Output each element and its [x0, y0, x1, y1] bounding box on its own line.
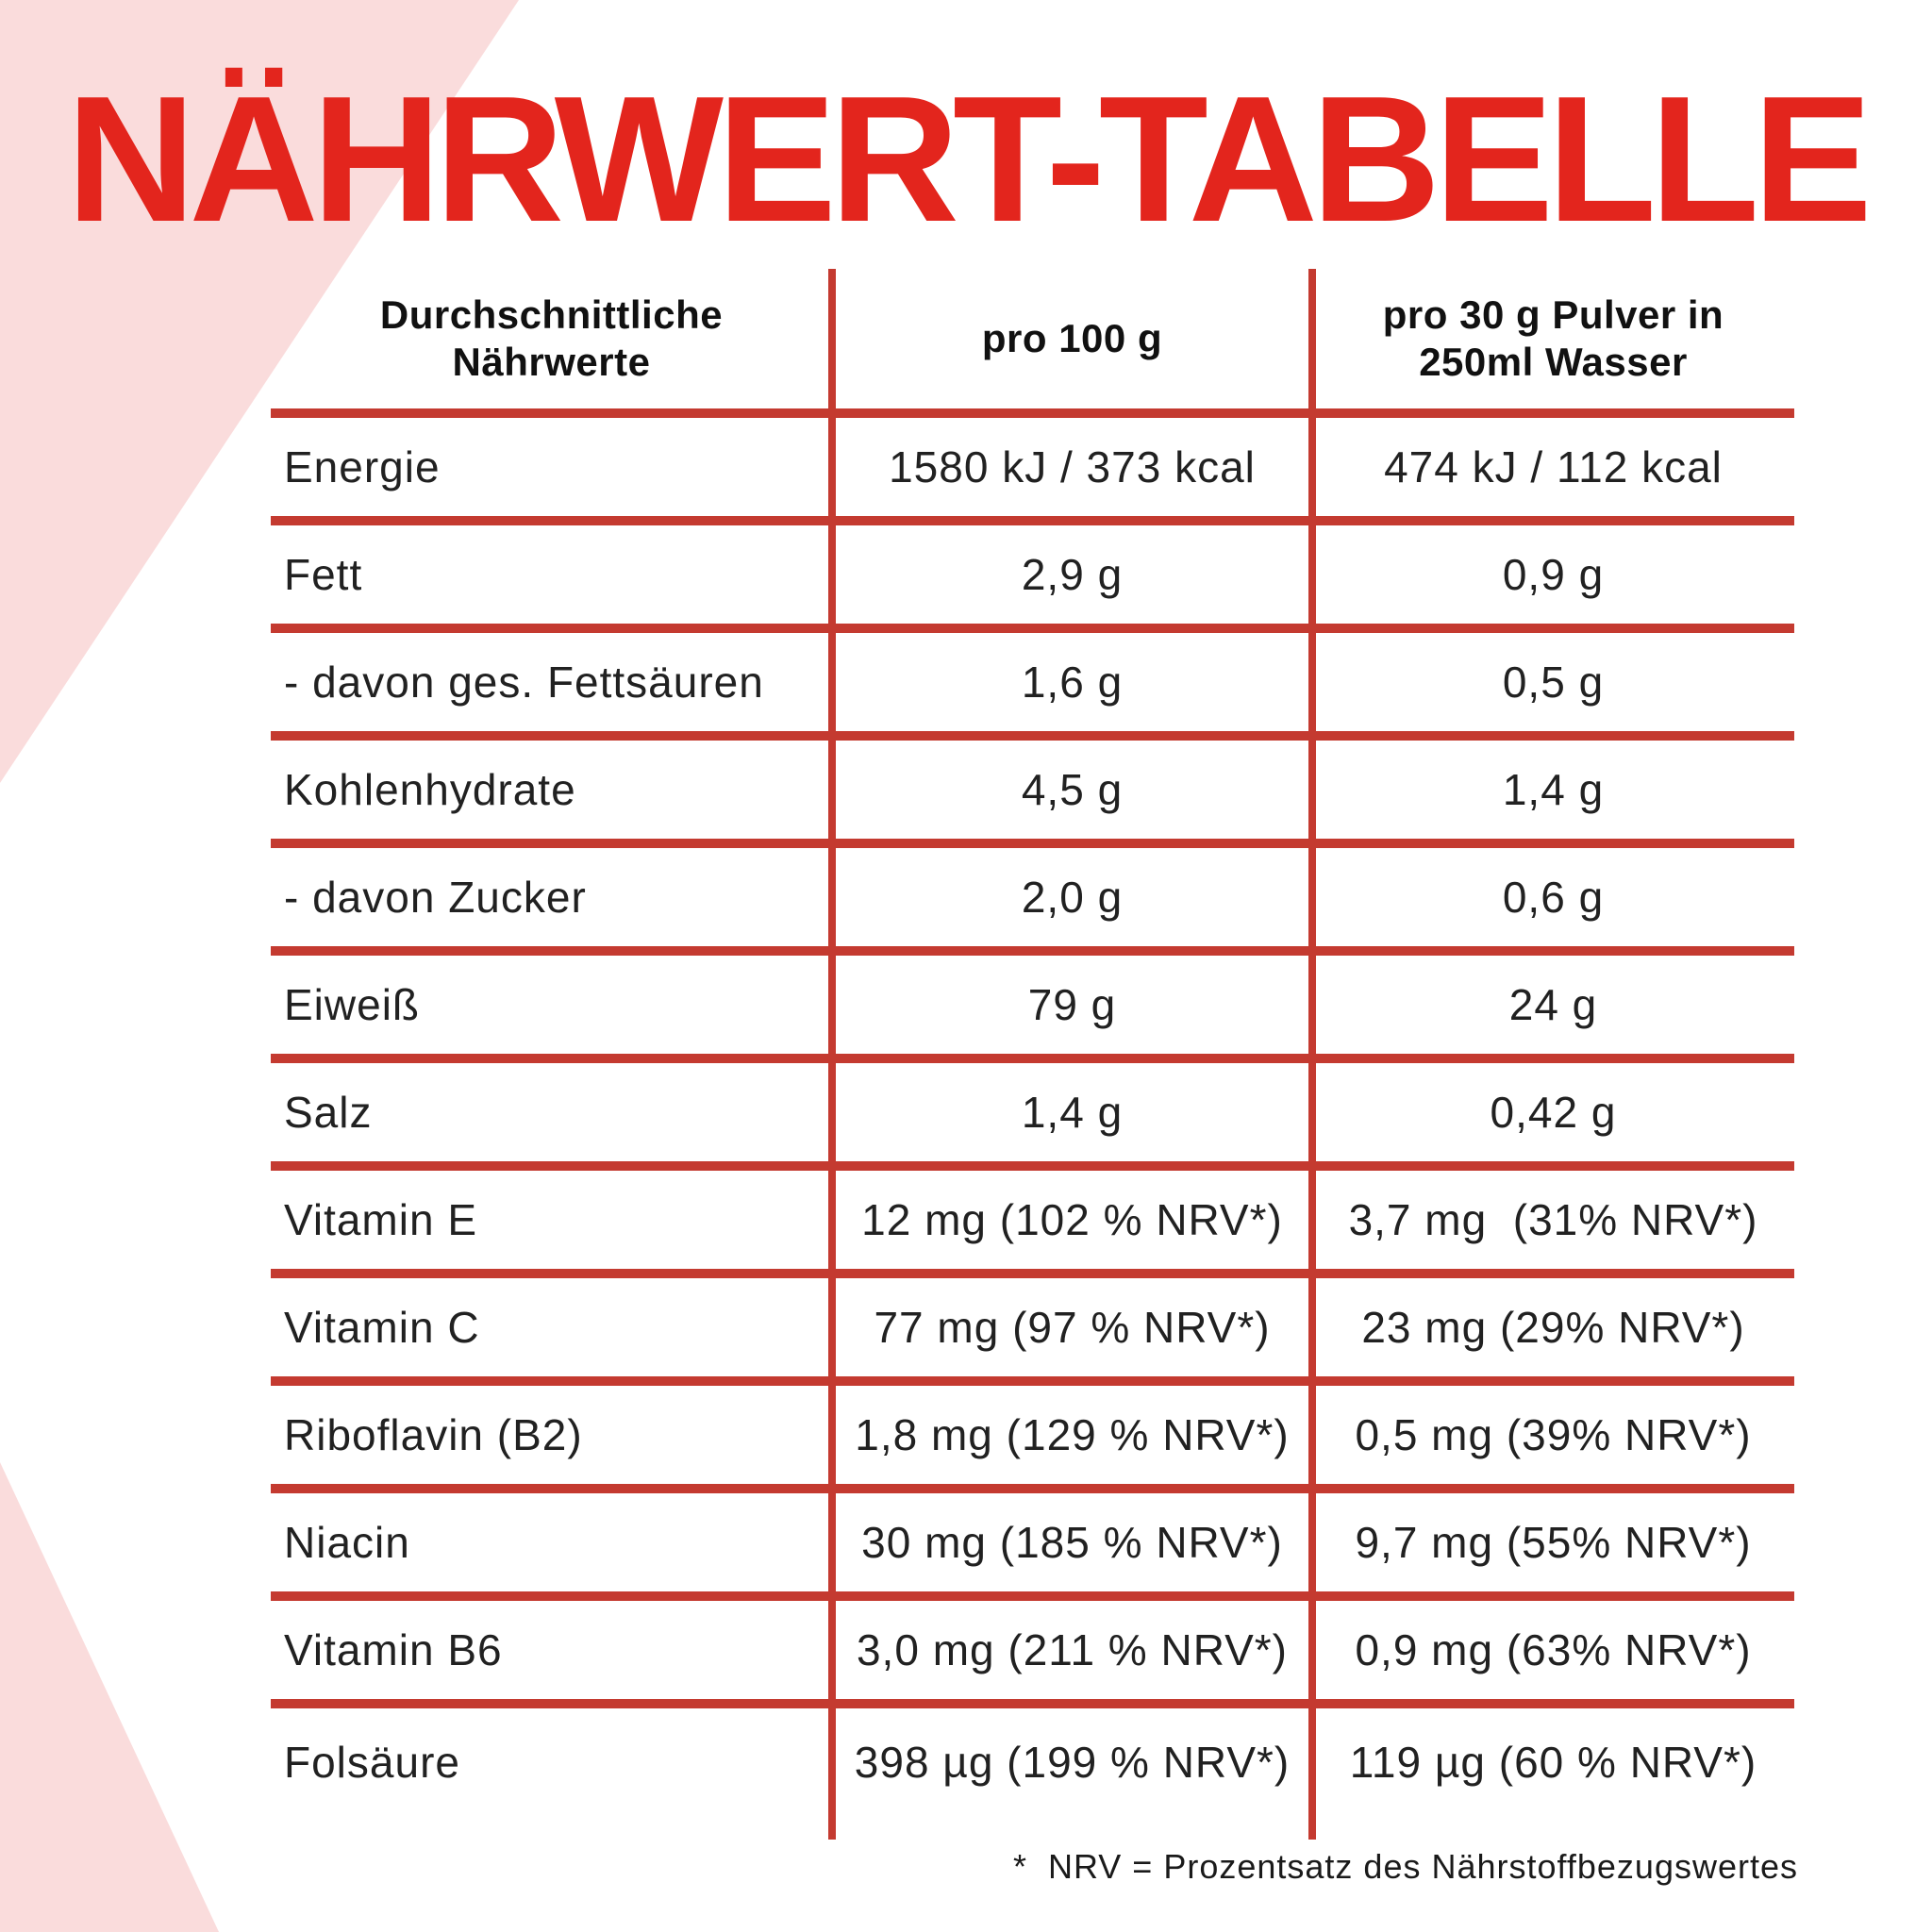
- table-row: [271, 741, 1794, 848]
- table-row: [271, 1386, 1794, 1493]
- row-value-per-serving: 0,5 g: [1502, 658, 1605, 707]
- table-header-row: [271, 269, 1794, 418]
- row-value-per-100g: 77 mg (97 % NRV*): [874, 1303, 1271, 1352]
- table-row: [271, 956, 1794, 1063]
- row-value-per-serving: 3,7 mg (31% NRV*): [1348, 1195, 1758, 1244]
- table-row: [271, 633, 1794, 741]
- table-row: [271, 525, 1794, 633]
- row-value-per-100g: 1,8 mg (129 % NRV*): [855, 1410, 1290, 1459]
- row-value-per-serving: 0,9 mg (63% NRV*): [1355, 1625, 1752, 1674]
- column-divider-right: [1308, 269, 1316, 1840]
- row-value-per-serving: 23 mg (29% NRV*): [1361, 1303, 1745, 1352]
- row-label: Folsäure: [284, 1738, 460, 1787]
- row-label: Energie: [284, 442, 441, 491]
- column-divider-left: [828, 269, 836, 1840]
- row-value-per-serving: 474 kJ / 112 kcal: [1384, 442, 1723, 491]
- row-value-per-100g: 3,0 mg (211 % NRV*): [856, 1625, 1289, 1674]
- row-value-per-serving: 0,42 g: [1490, 1088, 1617, 1137]
- table-row: [271, 1171, 1794, 1278]
- table-row: [271, 1601, 1794, 1708]
- row-value-per-100g: 4,5 g: [1021, 765, 1124, 814]
- background-shape-bottom-left: [0, 1462, 219, 1932]
- row-label: Riboflavin (B2): [284, 1410, 583, 1459]
- row-value-per-100g: 2,9 g: [1021, 550, 1124, 599]
- row-value-per-serving: 9,7 mg (55% NRV*): [1355, 1518, 1752, 1567]
- footnote: * NRV = Prozentsatz des Nährstoffbezugswertes: [1012, 1847, 1798, 1886]
- row-value-per-serving: 0,6 g: [1502, 873, 1605, 922]
- row-value-per-100g: 79 g: [1027, 980, 1117, 1029]
- row-label: Eiweiß: [284, 980, 421, 1029]
- header-cell-nutrients: Durchschnittliche Nährwerte: [379, 292, 724, 384]
- row-value-per-100g: 1,6 g: [1021, 658, 1124, 707]
- row-value-per-serving: 0,9 g: [1502, 550, 1605, 599]
- table-row: [271, 418, 1794, 525]
- row-label: Kohlenhydrate: [284, 765, 576, 814]
- header-cell-per-100g: pro 100 g: [981, 316, 1163, 361]
- row-label: Fett: [284, 550, 363, 599]
- table-row: [271, 848, 1794, 956]
- row-label: Salz: [284, 1088, 373, 1137]
- row-value-per-100g: 398 µg (199 % NRV*): [854, 1738, 1291, 1787]
- nutrition-table: [271, 269, 1794, 1816]
- page-title: NÄHRWERT-TABELLE: [66, 59, 1866, 259]
- table-row: [271, 1708, 1794, 1816]
- row-label: Vitamin E: [284, 1195, 478, 1244]
- row-value-per-serving: 1,4 g: [1502, 765, 1605, 814]
- row-label: - davon ges. Fettsäuren: [284, 658, 764, 707]
- table-body: [271, 418, 1794, 1816]
- row-value-per-100g: 30 mg (185 % NRV*): [861, 1518, 1283, 1567]
- row-label: Vitamin B6: [284, 1625, 503, 1674]
- row-label: Niacin: [284, 1518, 410, 1567]
- row-value-per-serving: 24 g: [1508, 980, 1598, 1029]
- row-value-per-100g: 1580 kJ / 373 kcal: [889, 442, 1256, 491]
- table-row: [271, 1493, 1794, 1601]
- row-value-per-serving: 119 µg (60 % NRV*): [1349, 1738, 1757, 1787]
- table-row: [271, 1063, 1794, 1171]
- row-label: - davon Zucker: [284, 873, 587, 922]
- row-value-per-100g: 2,0 g: [1021, 873, 1124, 922]
- row-label: Vitamin C: [284, 1303, 480, 1352]
- header-cell-per-serving: pro 30 g Pulver in 250ml Wasser: [1382, 292, 1724, 384]
- row-value-per-100g: 12 mg (102 % NRV*): [861, 1195, 1283, 1244]
- row-value-per-100g: 1,4 g: [1021, 1088, 1124, 1137]
- table-row: [271, 1278, 1794, 1386]
- row-value-per-serving: 0,5 mg (39% NRV*): [1355, 1410, 1752, 1459]
